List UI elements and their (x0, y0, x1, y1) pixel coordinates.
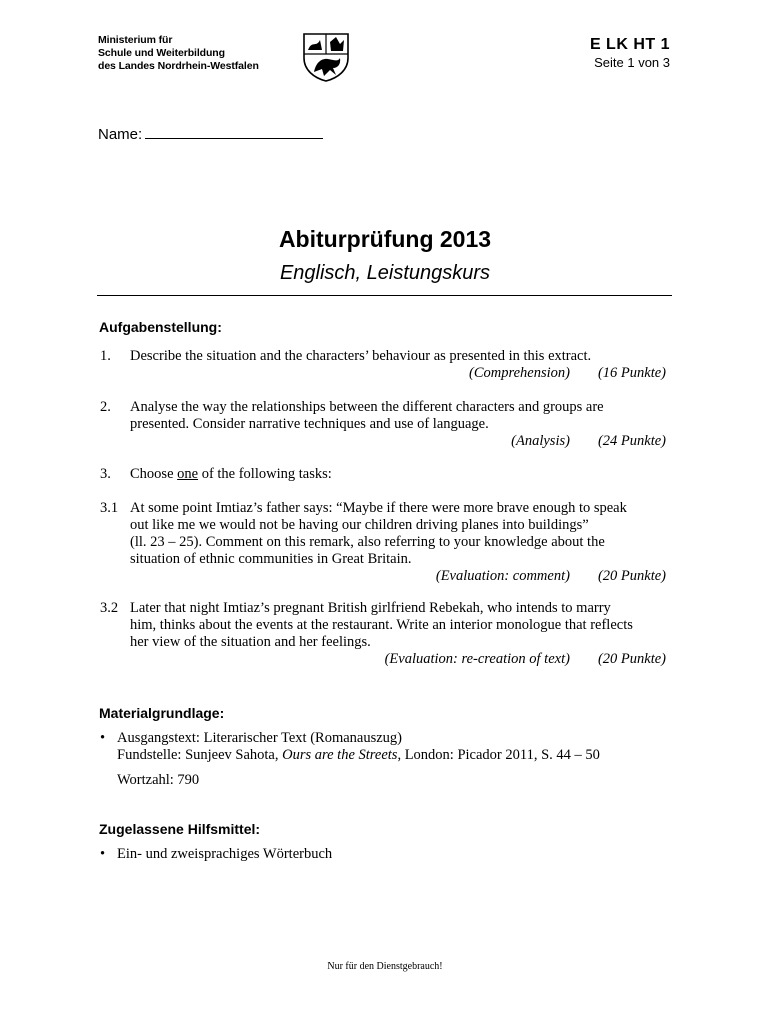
task-item (100, 348, 666, 382)
task-number: 3. (100, 466, 111, 482)
tasks-heading: Aufgabenstellung: (99, 319, 222, 335)
task-line: Describe the situation and the characters’ behaviour as presented in this extract. (130, 348, 592, 364)
task-item (100, 500, 666, 585)
task-category: (Analysis) (511, 433, 570, 449)
task-text: of the following tasks: (198, 466, 332, 482)
task-line: Analyse the way the relationships between the different characters and groups are (130, 399, 604, 415)
material-item (100, 730, 600, 789)
name-line[interactable] (145, 124, 323, 139)
task-category: (Comprehension) (469, 365, 570, 381)
task-line: Later that night Imtiaz’s pregnant British girlfriend Rebekah, who intends to marry (130, 600, 611, 616)
material-text: Ausgangstext: Literarischer Text (Romanauszug) (117, 730, 403, 746)
word-count: Wortzahl: 790 (117, 772, 200, 788)
task-number: 2. (100, 399, 111, 415)
ministry-line: Ministerium für (98, 34, 173, 46)
exam-code: E LK HT 1 (589, 36, 670, 53)
task-category: (Evaluation: re-creation of text) (384, 651, 570, 667)
title-divider (97, 295, 672, 296)
task-line: out like me we would not be having our children driving planes into buildings” (130, 517, 589, 533)
task-line: At some point Imtiaz’s father says: “Maybe if there were more brave enough to speak (130, 500, 627, 516)
page-info: Seite 1 von 3 (594, 55, 670, 70)
ministry-line: Schule und Weiterbildung (98, 47, 225, 59)
name-field[interactable] (98, 124, 323, 143)
task-category: (Evaluation: comment) (435, 568, 570, 584)
task-item (100, 466, 666, 483)
task-line: him, thinks about the events at the restaurant. Write an interior monologue that reflects (130, 617, 633, 633)
task-number: 3.2 (100, 600, 119, 616)
page-subtitle: Englisch, Leistungskurs (279, 262, 491, 284)
task-points: (20 Punkte) (597, 568, 666, 584)
task-item (100, 399, 666, 450)
task-points: (20 Punkte) (597, 651, 666, 667)
ministry-line: des Landes Nordrhein-Westfalen (98, 60, 259, 72)
material-source: Fundstelle: Sunjeev Sahota, Ours are the Streets, London: Picador 2011, S. 44 – 50 (117, 747, 600, 763)
task-line: her view of the situation and her feelings. (130, 634, 371, 650)
name-label: Name: (98, 126, 143, 143)
task-line: (ll. 23 – 25). Comment on this remark, also referring to your knowledge about the (130, 534, 605, 550)
bullet-icon: • (100, 846, 106, 862)
bullet-icon: • (100, 730, 106, 746)
task-points: (24 Punkte) (597, 433, 666, 449)
task-number: 3.1 (100, 500, 119, 516)
task-emphasis: one (177, 466, 199, 482)
task-item (100, 600, 666, 668)
page-title: Abiturprüfung 2013 (278, 226, 492, 252)
task-number: 1. (100, 348, 111, 364)
aids-text: Ein- und zweisprachiges Wörterbuch (117, 846, 333, 862)
aids-heading: Zugelassene Hilfsmittel: (99, 821, 261, 837)
nrw-coat-of-arms-icon (300, 32, 352, 82)
material-heading: Materialgrundlage: (99, 705, 225, 721)
ministry-name (98, 34, 259, 73)
task-points: (16 Punkte) (597, 365, 666, 381)
task-line: presented. Consider narrative techniques and use of language. (130, 416, 489, 432)
task-line: situation of ethnic communities in Great Britain. (130, 551, 412, 567)
aids-item (100, 846, 332, 863)
footer-note: Nur für den Dienstgebrauch! (327, 961, 443, 972)
task-text: Choose (130, 466, 178, 482)
source-title: Ours are the Streets (282, 747, 398, 763)
